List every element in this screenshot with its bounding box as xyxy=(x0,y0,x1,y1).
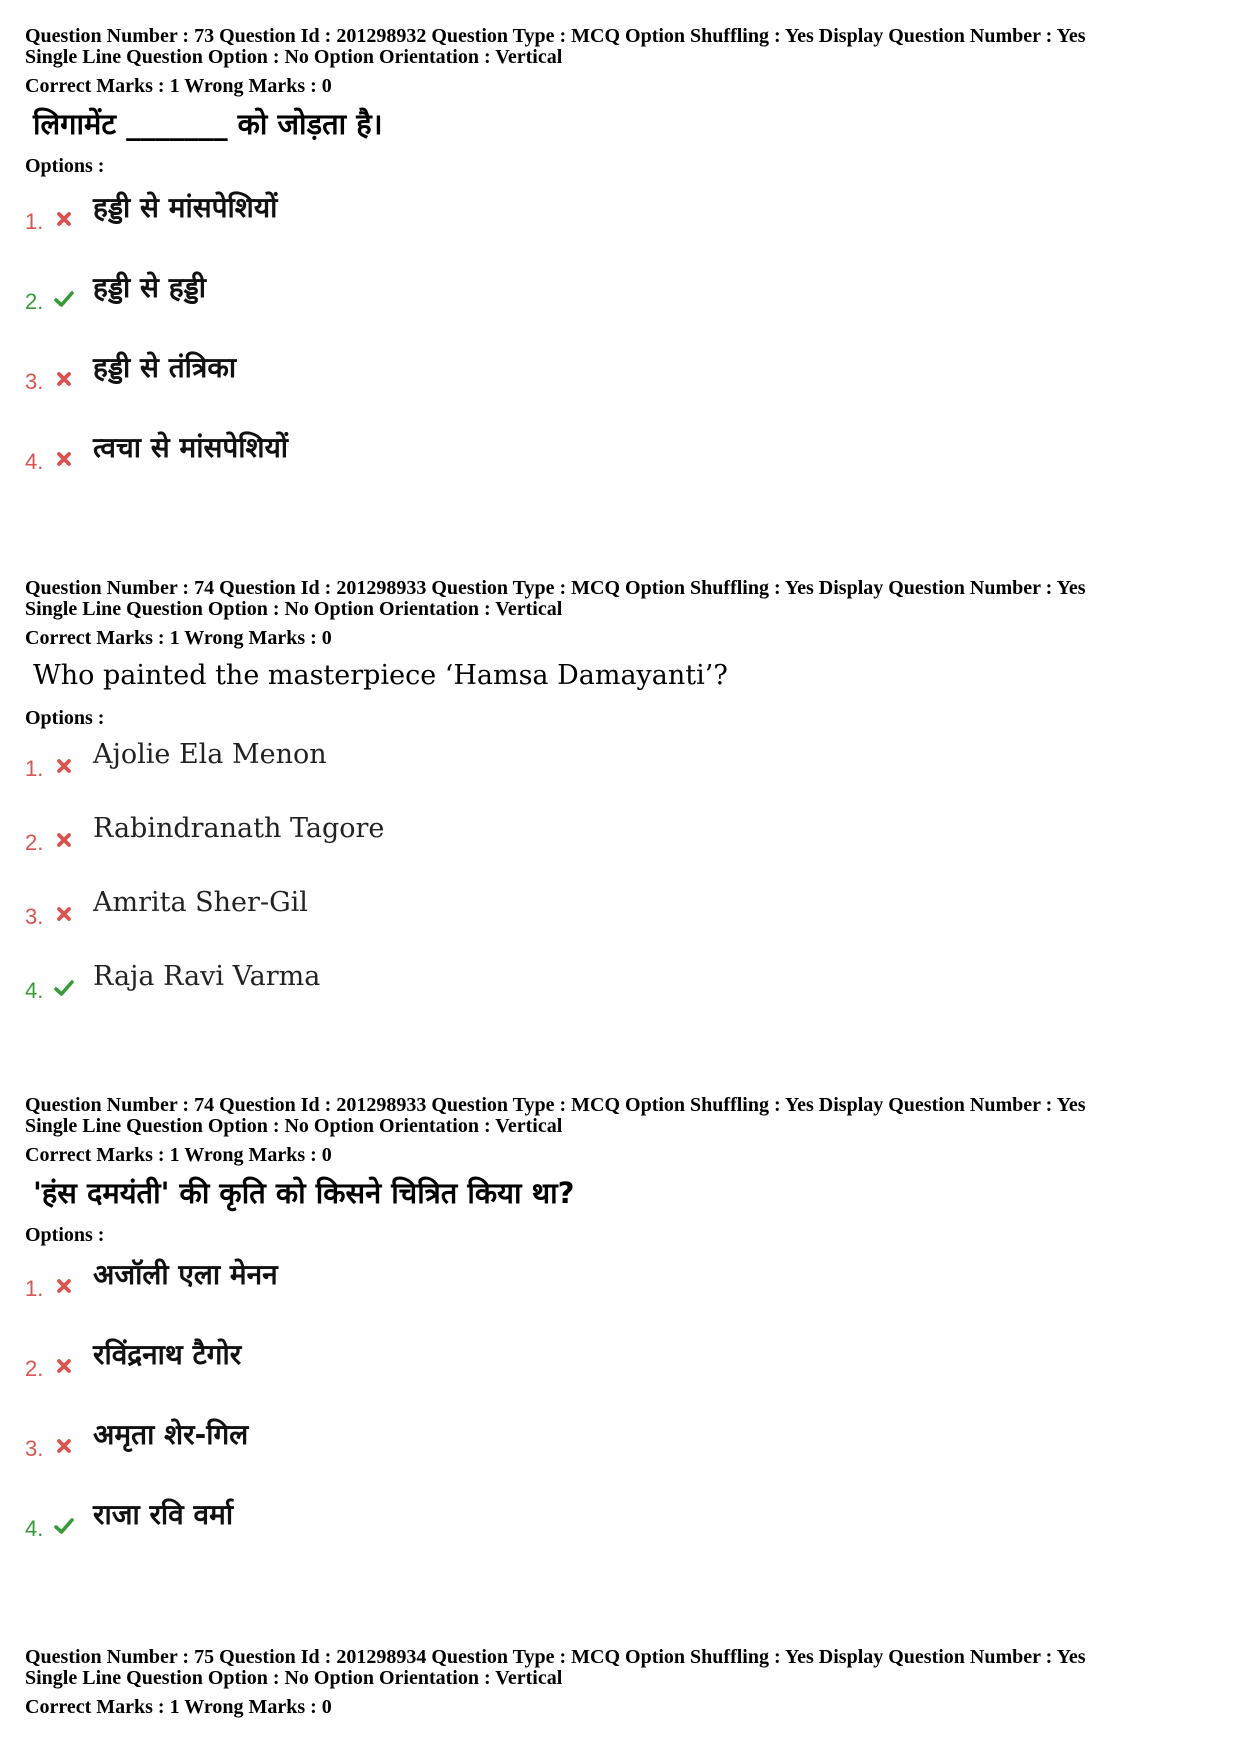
question-marks: Correct Marks : 1 Wrong Marks : 0 xyxy=(25,1696,332,1718)
options-label: Options : xyxy=(25,707,105,729)
option-number: 1. xyxy=(25,1276,44,1301)
option-number: 1. xyxy=(25,756,44,781)
question-marks: Correct Marks : 1 Wrong Marks : 0 xyxy=(25,75,332,97)
option-number: 4. xyxy=(25,1516,44,1541)
option-item xyxy=(25,271,1215,316)
option-text: अमृता शेर-गिल xyxy=(93,1418,249,1451)
cross-icon xyxy=(53,208,75,230)
cross-icon xyxy=(53,829,75,851)
option-number: 4. xyxy=(25,449,44,474)
question-meta-line2: Single Line Question Option : No Option Orientation : Vertical xyxy=(25,598,563,620)
option-number: 3. xyxy=(25,904,44,929)
option-text: राजा रवि वर्मा xyxy=(93,1498,234,1531)
option-number: 4. xyxy=(25,978,44,1003)
cross-icon xyxy=(53,1355,75,1377)
options-label: Options : xyxy=(25,155,105,177)
option-text: रविंद्रनाथ टैगोर xyxy=(93,1338,242,1371)
cross-icon xyxy=(53,903,75,925)
check-icon xyxy=(53,1515,75,1537)
option-item xyxy=(25,351,1215,396)
option-number: 1. xyxy=(25,209,44,234)
option-item xyxy=(25,1418,1215,1463)
options-label: Options : xyxy=(25,1224,105,1246)
option-number: 2. xyxy=(25,289,44,314)
option-number: 2. xyxy=(25,1356,44,1381)
cross-icon xyxy=(53,368,75,390)
question-block xyxy=(25,25,1215,474)
option-text: Raja Ravi Varma xyxy=(93,961,321,992)
option-text: हड्डी से मांसपेशियों xyxy=(93,191,278,224)
question-block xyxy=(25,577,1215,1003)
option-item xyxy=(25,1498,1215,1543)
option-number: 2. xyxy=(25,830,44,855)
option-item xyxy=(25,961,1215,1005)
question-meta: Question Number : 73 Question Id : 201298932 Question Type : MCQ Option Shuffling : Yes Display Question Number : Yes xyxy=(25,25,1086,47)
option-item xyxy=(25,813,1215,857)
check-icon xyxy=(53,288,75,310)
option-item xyxy=(25,739,1215,783)
option-item xyxy=(25,191,1215,236)
question-block xyxy=(25,1094,1215,1541)
question-meta-line2: Single Line Question Option : No Option Orientation : Vertical xyxy=(25,46,563,68)
question-meta-line2: Single Line Question Option : No Option Orientation : Vertical xyxy=(25,1115,563,1137)
check-icon xyxy=(53,977,75,999)
cross-icon xyxy=(53,1275,75,1297)
question-text: Who painted the masterpiece ‘Hamsa Damayanti’? xyxy=(33,660,728,691)
cross-icon xyxy=(53,448,75,470)
cross-icon xyxy=(53,755,75,777)
question-meta: Question Number : 74 Question Id : 201298933 Question Type : MCQ Option Shuffling : Yes Display Question Number : Yes xyxy=(25,1094,1086,1116)
question-marks: Correct Marks : 1 Wrong Marks : 0 xyxy=(25,1144,332,1166)
option-text: Amrita Sher-Gil xyxy=(93,887,308,918)
option-text: Rabindranath Tagore xyxy=(93,813,385,844)
question-marks: Correct Marks : 1 Wrong Marks : 0 xyxy=(25,627,332,649)
option-text: हड्डी से तंत्रिका xyxy=(93,351,237,384)
question-block xyxy=(25,1647,1215,1718)
option-item xyxy=(25,887,1215,931)
option-text: त्वचा से मांसपेशियों xyxy=(93,431,289,464)
option-item xyxy=(25,431,1215,476)
option-number: 3. xyxy=(25,1436,44,1461)
question-text: 'हंस दमयंती' की कृति को किसने चित्रित किया था? xyxy=(33,1176,575,1210)
option-text: Ajolie Ela Menon xyxy=(93,739,327,770)
question-text: लिगामेंट _______ को जोड़ता है। xyxy=(33,107,383,141)
option-item xyxy=(25,1258,1215,1303)
question-meta: Question Number : 75 Question Id : 201298934 Question Type : MCQ Option Shuffling : Yes Display Question Number : Yes xyxy=(25,1646,1086,1668)
cross-icon xyxy=(53,1435,75,1457)
question-meta-line2: Single Line Question Option : No Option Orientation : Vertical xyxy=(25,1667,563,1689)
question-meta: Question Number : 74 Question Id : 201298933 Question Type : MCQ Option Shuffling : Yes Display Question Number : Yes xyxy=(25,577,1086,599)
option-text: हड्डी से हड्डी xyxy=(93,271,207,304)
option-item xyxy=(25,1338,1215,1383)
option-text: अजॉली एला मेनन xyxy=(93,1258,278,1291)
option-number: 3. xyxy=(25,369,44,394)
